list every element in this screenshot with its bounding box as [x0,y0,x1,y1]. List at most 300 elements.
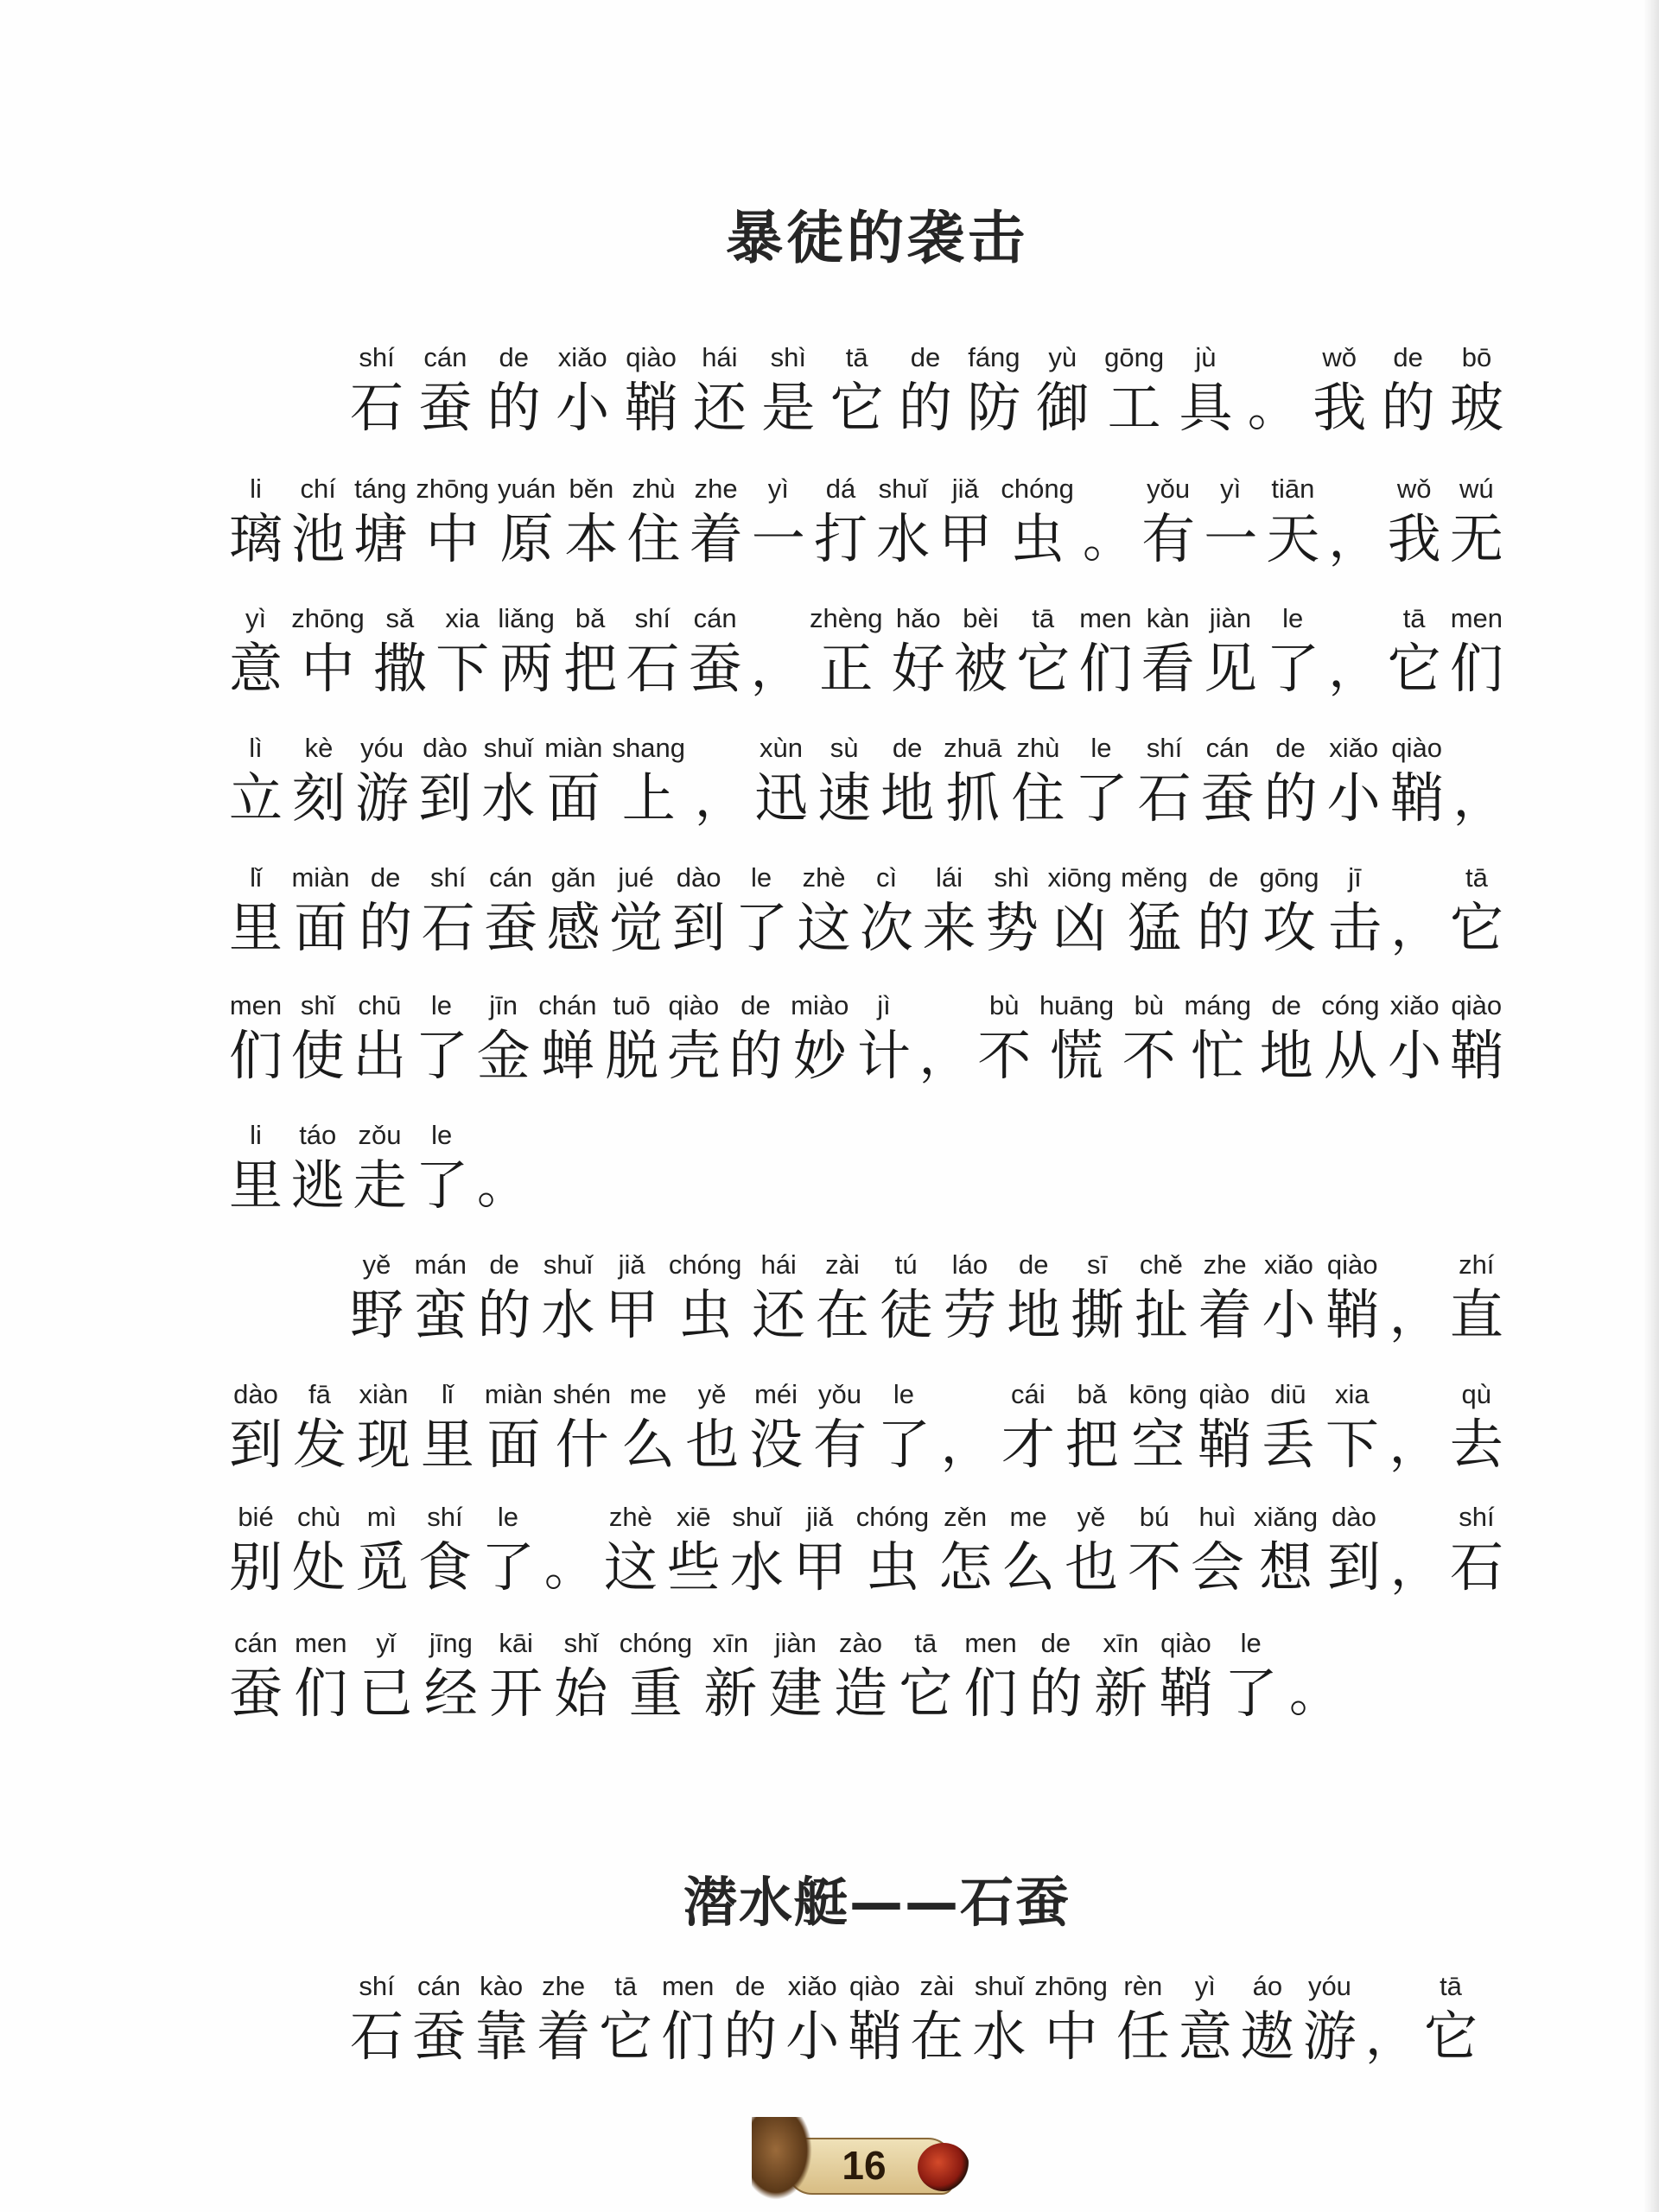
pinyin: dá [825,474,856,504]
pinyin-character [667,1500,721,1600]
pinyin: miàn [484,1379,543,1409]
pinyin-character [848,1969,901,2069]
pinyin: men [295,1628,347,1658]
pinyin-character [749,1377,803,1478]
pinyin: shí [429,862,467,893]
hanzi: ， [750,639,801,698]
hanzi: 才 [1001,1413,1055,1476]
hanzi: 我 [1313,376,1367,439]
pinyin: shén [552,1379,612,1409]
pinyin-character [485,1377,543,1478]
pinyin-character [1011,731,1065,831]
pinyin: jī [1348,862,1362,893]
pinyin: xia [1335,1379,1370,1409]
pinyin: zhe [1203,1249,1247,1280]
pinyin: shang [612,733,685,763]
pinyin: sī [1086,1249,1109,1280]
hanzi: 这 [797,896,851,959]
pinyin: jué [618,862,654,893]
pinyin-character [477,988,531,1089]
pinyin-character [474,1969,528,2069]
pinyin-character [910,1969,963,2069]
pinyin: lái [936,862,963,893]
hanzi: 御 [1035,376,1090,439]
hanzi: 去 [1449,1413,1503,1476]
pinyin-character [1327,731,1381,831]
pinyin-character [1260,861,1319,961]
hanzi: 意 [229,637,283,700]
hanzi: 走 [353,1154,407,1217]
pinyin: miào [791,990,849,1020]
pinyin-character [421,1377,474,1478]
hanzi: 虫 [865,1535,919,1599]
hanzi: 正 [819,637,874,700]
hanzi: 到 [418,766,473,830]
pinyin: mì [366,1502,397,1532]
hanzi: 蚕 [412,2005,467,2068]
hanzi: 鞘 [1389,766,1444,830]
pinyin: men [1079,603,1132,633]
hanzi: 小 [1262,1283,1316,1346]
pinyin: cán [417,1971,461,2001]
hanzi: ， [1389,1286,1440,1344]
pinyin-character [1179,1969,1232,2069]
pinyin: de [489,1249,519,1280]
hanzi: 打 [813,507,868,570]
hanzi: 中 [425,507,480,570]
pinyin-character [693,340,747,441]
hanzi: 脱 [605,1024,659,1087]
hanzi: 妙 [792,1024,847,1087]
pinyin-character [1001,472,1073,572]
hanzi: 觅 [354,1535,409,1599]
pinyin: xùn [760,733,804,763]
hanzi: 在 [815,1283,869,1346]
hanzi: 地 [880,766,935,830]
pinyin-character [353,1118,406,1218]
hanzi: 无 [1449,507,1503,570]
pinyin: tā [1440,1971,1462,2001]
hanzi: 空 [1131,1413,1185,1476]
pinyin-character [554,1626,607,1726]
pinyin-character [730,1500,784,1600]
pinyin: zài [825,1249,860,1280]
pinyin: chù [296,1502,340,1532]
pinyin: xiōng [1047,862,1112,893]
pinyin: zhù [632,474,676,504]
pinyin-character [291,861,349,961]
text-line [350,320,1503,441]
pinyin-character [359,861,412,961]
pinyin-character [414,1248,467,1348]
pinyin-character [620,1626,692,1726]
pinyin: sù [830,733,859,763]
pinyin: shí [359,1971,395,2001]
hanzi: 蚕 [688,637,742,700]
pinyin-character [489,1626,543,1726]
hanzi: 它 [1423,2005,1478,2068]
pinyin: kè [304,733,334,763]
hanzi: 开 [489,1662,543,1725]
pinyin-character [355,731,409,831]
pinyin: yuán [498,474,556,504]
hanzi: 小 [556,376,610,439]
pinyin: de [741,990,771,1020]
pinyin: chóng [668,1249,742,1280]
pinyin: běn [569,474,614,504]
pinyin: bù [989,990,1020,1020]
pinyin: jiǎ [951,474,979,504]
hanzi: 里 [420,1413,474,1476]
hanzi: 着 [537,2005,591,2068]
pinyin: qiào [1451,990,1503,1020]
hanzi: 鞘 [624,376,678,439]
hanzi: 的 [728,1024,783,1087]
pinyin-character [1325,1377,1379,1478]
pinyin-character [350,1248,404,1348]
pinyin: chóng [855,1502,930,1532]
hanzi: 靠 [474,2005,529,2068]
hanzi: 蚕 [229,1662,283,1725]
pinyin-character [892,601,945,702]
hanzi: 不 [977,1024,1032,1087]
pinyin: tā [1402,603,1426,633]
pinyin: shì [994,862,1030,893]
pinyin: chán [538,990,597,1020]
pinyin: wú [1459,474,1494,504]
pinyin-character [834,1626,887,1726]
hanzi: 的 [899,376,953,439]
pinyin-character [478,1248,531,1348]
pinyin: zhí [1459,1249,1495,1280]
pinyin-character [1141,472,1195,572]
punctuation [1390,861,1440,961]
pinyin: shuǐ [878,474,928,504]
hanzi: 抓 [945,766,1000,830]
pinyin-character [1034,1969,1107,2069]
pinyin: táng [354,474,407,504]
hanzi: 天 [1266,507,1320,570]
pinyin: me [629,1379,667,1409]
hanzi: 的 [1197,896,1251,959]
hanzi: 也 [685,1413,740,1476]
pinyin: li [250,474,262,504]
pinyin-character [1450,1248,1503,1348]
pinyin: zhōng [416,474,489,504]
hanzi: 了 [1074,766,1128,830]
pinyin: dào [233,1379,278,1409]
hanzi: 从 [1323,1024,1377,1087]
pinyin: shí [359,342,395,372]
text-line [229,840,1503,961]
pinyin-character [793,1500,847,1600]
hanzi: 鞘 [848,2005,902,2068]
pinyin: wǒ [1322,342,1357,372]
hanzi: 壳 [666,1024,721,1087]
pinyin-character [1065,1500,1118,1600]
hanzi: 了 [415,1154,469,1217]
pinyin: xiǎo [1263,1249,1313,1280]
pinyin: měng [1121,862,1188,893]
hanzi: 击 [1328,896,1382,959]
pinyin: tú [894,1249,918,1280]
pinyin: rèn [1123,1971,1163,2001]
pinyin-character [498,601,555,702]
hanzi: 它 [1016,637,1071,700]
text-line [229,710,1503,831]
pinyin-character [541,1248,594,1348]
pinyin-character [293,1377,346,1478]
pinyin-character [1036,340,1090,441]
pinyin-character [985,861,1039,961]
hanzi: 小 [785,2005,840,2068]
pinyin-character [1198,1248,1252,1348]
hanzi: 面 [294,896,348,959]
hanzi: 计 [856,1024,911,1087]
hanzi: 迅 [754,766,809,830]
pinyin-character [1141,601,1195,702]
hanzi: 遨 [1240,2005,1294,2068]
pinyin-character [1254,1500,1318,1600]
text-line [229,581,1503,702]
hanzi: 么 [1001,1535,1056,1599]
pinyin: men [1450,603,1503,633]
hanzi: 这 [603,1535,658,1599]
pinyin-character [418,731,472,831]
hanzi: 鞘 [1449,1024,1503,1087]
pinyin: kōng [1128,1379,1187,1409]
pinyin: cì [875,862,898,893]
hanzi: 本 [564,507,619,570]
pinyin: yóu [1307,1971,1351,2001]
hanzi: 怎 [938,1535,993,1599]
hanzi: 它 [899,1662,953,1725]
pinyin-character [626,601,679,702]
hanzi: 感 [546,896,601,959]
pinyin-character [1321,988,1379,1089]
pinyin: men [662,1971,715,2001]
pinyin: xiǎo [557,342,607,372]
hanzi: 刻 [292,766,346,830]
pinyin-character [294,1626,347,1726]
hanzi: 立 [229,766,283,830]
text-line [229,1479,1503,1600]
hanzi: 水 [481,766,536,830]
hanzi: 么 [621,1413,676,1476]
pinyin: kào [480,1971,524,2001]
punctuation [544,1500,594,1600]
hanzi: ， [694,769,745,828]
pinyin-character [1071,1248,1124,1348]
pinyin-character [972,1969,1026,2069]
pinyin-character [1039,988,1114,1089]
pinyin: tā [614,1971,638,2001]
pinyin: shuǐ [974,1971,1024,2001]
pinyin-character [1262,1377,1315,1478]
pinyin: bié [238,1502,274,1532]
pinyin: qù [1461,1379,1491,1409]
hanzi: ， [1390,899,1441,957]
page-number: 16 [842,2143,887,2188]
pinyin-character [1047,861,1111,961]
pinyin: xīn [1103,1628,1139,1658]
hanzi: 里 [229,1154,283,1217]
pinyin-character [229,601,283,702]
pinyin-character [353,472,407,572]
pinyin-character [689,601,742,702]
pinyin: bú [1139,1502,1170,1532]
pinyin: fā [308,1379,331,1409]
punctuation [751,601,801,702]
pinyin-character [1313,340,1366,441]
pinyin: yì [245,603,267,633]
pinyin: fáng [968,342,1020,372]
pinyin: le [1282,603,1304,633]
pinyin: cái [1011,1379,1046,1409]
hanzi: 下 [435,637,490,700]
pinyin: tuō [613,990,651,1020]
hanzi: 着 [689,507,743,570]
pinyin-character [1241,1969,1294,2069]
hanzi: 防 [967,376,1021,439]
hanzi: 觉 [609,896,664,959]
hanzi: 到 [1327,1535,1382,1599]
pinyin: qiào [1391,733,1443,763]
pinyin-character [415,988,468,1089]
hanzi: ， [1328,639,1379,698]
pinyin-character [1260,988,1313,1089]
hanzi: 。 [543,1538,594,1597]
pinyin-character [754,731,808,831]
hanzi: 了 [876,1413,931,1476]
pinyin: yóu [360,733,404,763]
hanzi: 的 [1263,766,1318,830]
pinyin-character [1204,472,1257,572]
hanzi: 的 [1028,1662,1083,1725]
pinyin-character [1266,472,1319,572]
hanzi: 甲 [792,1535,847,1599]
pinyin: shuǐ [732,1502,782,1532]
pinyin-character [481,731,535,831]
hanzi: 石 [350,2005,404,2068]
pinyin: shǐ [300,990,335,1020]
hanzi: 面 [486,1413,541,1476]
pinyin-character [1328,861,1382,961]
hanzi: 处 [291,1535,346,1599]
hanzi: 虫 [1010,507,1065,570]
pinyin: cán [489,862,533,893]
pinyin-character [563,601,617,702]
hanzi: 水 [541,1283,595,1346]
hanzi: 它 [1387,637,1441,700]
pinyin-character [1029,1626,1083,1726]
pinyin-character [880,731,934,831]
pinyin: tā [914,1628,938,1658]
pinyin-character [723,1969,777,2069]
hanzi: 我 [1387,507,1441,570]
pinyin-character [229,731,283,831]
hanzi: 璃 [229,507,283,570]
pinyin-character [816,1248,869,1348]
hanzi: 一 [1204,507,1258,570]
pinyin: zhè [802,862,846,893]
pinyin: bō [1461,342,1492,372]
pinyin: le [497,1502,518,1532]
pinyin-character [1065,1377,1119,1478]
punctuation [1289,1626,1339,1726]
pinyin: le [751,862,772,893]
hanzi: 小 [1326,766,1381,830]
pinyin-character [412,1969,466,2069]
pinyin: jīn [489,990,518,1020]
pinyin-character [605,988,658,1089]
punctuation [477,1118,527,1218]
hanzi: ， [1389,1415,1440,1474]
pinyin-character [752,1248,805,1348]
hanzi: 会 [1190,1535,1244,1599]
pinyin: xiǎng [1253,1502,1319,1532]
pinyin-character [798,861,851,961]
pinyin-character [814,472,868,572]
hanzi: 蚕 [484,896,538,959]
pinyin: huāng [1039,990,1115,1020]
hanzi: 发 [292,1413,346,1476]
pinyin-character [856,1500,929,1600]
hanzi: 的 [486,376,541,439]
hanzi: 的 [723,2005,778,2068]
pinyin-character [813,1377,867,1478]
hanzi: 还 [692,376,747,439]
punctuation [1390,1500,1440,1600]
pinyin-character [291,1118,345,1218]
pinyin: gōng [1104,342,1165,372]
pinyin: wǒ [1396,474,1432,504]
pinyin-character [1198,1377,1251,1478]
pinyin-character [418,1500,472,1600]
hanzi: 小 [1388,1024,1442,1087]
hanzi: 攻 [1262,896,1317,959]
pinyin: chū [358,990,402,1020]
hanzi: 了 [480,1535,535,1599]
pinyin-character [1001,1500,1055,1600]
hanzi: 食 [417,1535,472,1599]
hanzi: 使 [290,1024,345,1087]
hanzi: 是 [761,376,816,439]
pinyin: yǒu [1147,474,1191,504]
pinyin-character [830,340,884,441]
hanzi: 。 [1082,510,1133,569]
hanzi: 把 [563,637,618,700]
pinyin: shì [770,342,806,372]
hanzi: 蛮 [413,1283,467,1346]
pinyin-character [1135,1248,1188,1348]
hanzi: ， [1452,769,1503,828]
pinyin-character [1450,472,1503,572]
pinyin: miàn [291,862,350,893]
hanzi: 石 [421,896,475,959]
hanzi: 它 [1449,896,1503,959]
pinyin: xiǎo [787,1971,837,2001]
pinyin-character [1191,1500,1244,1600]
hanzi: 到 [671,896,726,959]
pinyin-character [1078,601,1132,702]
hanzi: 意 [1178,2005,1232,2068]
pinyin-character [1129,1377,1187,1478]
hanzi: 撒 [372,637,427,700]
hanzi: 两 [499,637,554,700]
hanzi: 们 [661,2005,715,2068]
pinyin: tā [1032,603,1055,633]
